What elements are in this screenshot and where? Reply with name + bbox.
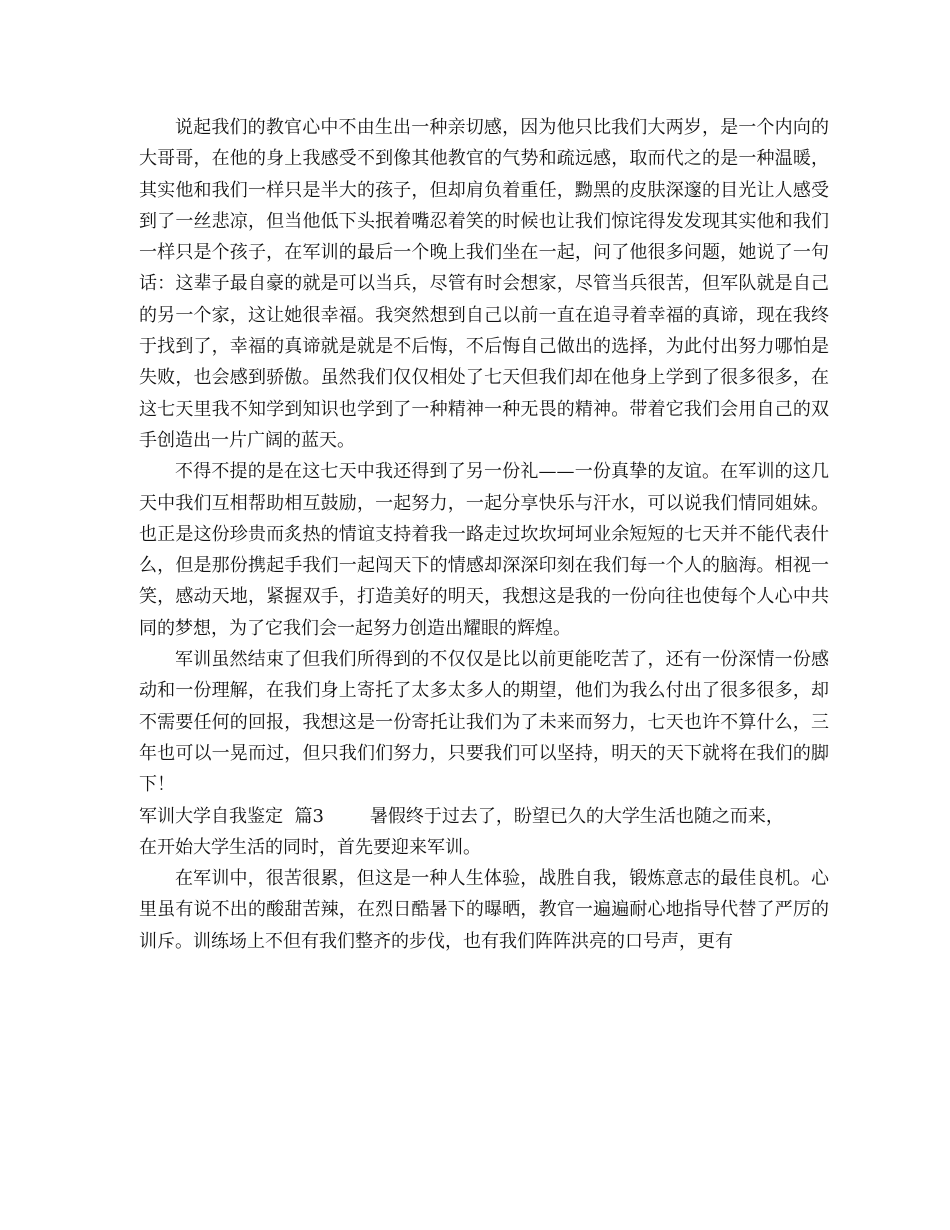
section-title: 军训大学自我鉴定 篇3: [139, 805, 324, 827]
section-heading-line: [139, 801, 829, 832]
section-continuation: 在开始大学生活的同时，首先要迎来军训。: [139, 836, 481, 858]
paragraph-friendship: 不得不提的是在这七天中我还得到了另一份礼——一份真挚的友谊。在军训的这几天中我们互相帮助相互鼓励，一起努力，一起分享快乐与汗水，可以说我们情同姐妹。也正是这份珍贵而炙热的情谊支持着我一路走过坎坎坷坷业余短短的七天并不能代表什么，但是那份携起手我们一起闯天下的情感却深深印刻在我们每一个人的脑海。相视一笑，感动天地，紧握双手，打造美好的明天，我想这是我的一份向往也使每个人心中共同的梦想，为了它我们会一起努力创造出耀眼的辉煌。: [139, 461, 829, 639]
paragraph-instructor: 说起我们的教官心中不由生出一种亲切感，因为他只比我们大两岁，是一个内向的大哥哥，在他的身上我感受不到像其他教官的气势和疏远感，取而代之的是一种温暖，其实他和我们一样只是半大的孩子，但却肩负着重任，黝黑的皮肤深邃的目光让人感受到了一丝悲凉，但当他低下头抿着嘴忍着笑的时候也让我们惊诧得发发现其实他和我们一样只是个孩子，在军训的最后一个晚上我们坐在一起，问了他很多问题，她说了一句话：这辈子最自豪的就是可以当兵，尽管有时会想家，尽管当兵很苦，但军队就是自己的另一个家，这让她很幸福。我突然想到自己以前一直在追寻着幸福的真谛，现在我终于找到了，幸福的真谛就是就是不后悔，不后悔自己做出的选择，为此付出努力哪怕是失败，也会感到骄傲。虽然我们仅仅相处了七天但我们却在他身上学到了很多很多，在这七天里我不知学到知识也学到了一种精神一种无畏的精神。带着它我们会用自己的双手创造出一片广阔的蓝天。: [139, 117, 829, 451]
paragraph-conclusion: 军训虽然结束了但我们所得到的不仅仅是比以前更能吃苦了，还有一份深情一份感动和一份理解，在我们身上寄托了太多太多人的期望，他们为我么付出了很多很多，却不需要任何的回报，我想这是一份寄托让我们为了未来而努力，七天也许不算什么，三年也可以一晃而过，但只我们们努力，只要我们可以坚持，明天的天下就将在我们的脚下！: [139, 649, 829, 796]
paragraph-training: 在军训中，很苦很累，但这是一种人生体验，战胜自我，锻炼意志的最佳良机。心里虽有说不出的酸甜苦辣，在烈日酷暑下的曝晒，教官一遍遍耐心地指导代替了严厉的训斥。训练场上不但有我们整齐的步伐，也有我们阵阵洪亮的口号声，更有: [139, 868, 829, 952]
section-first-line: 暑假终于过去了，盼望已久的大学生活也随之而来，: [369, 805, 784, 827]
document-page: [139, 112, 829, 957]
